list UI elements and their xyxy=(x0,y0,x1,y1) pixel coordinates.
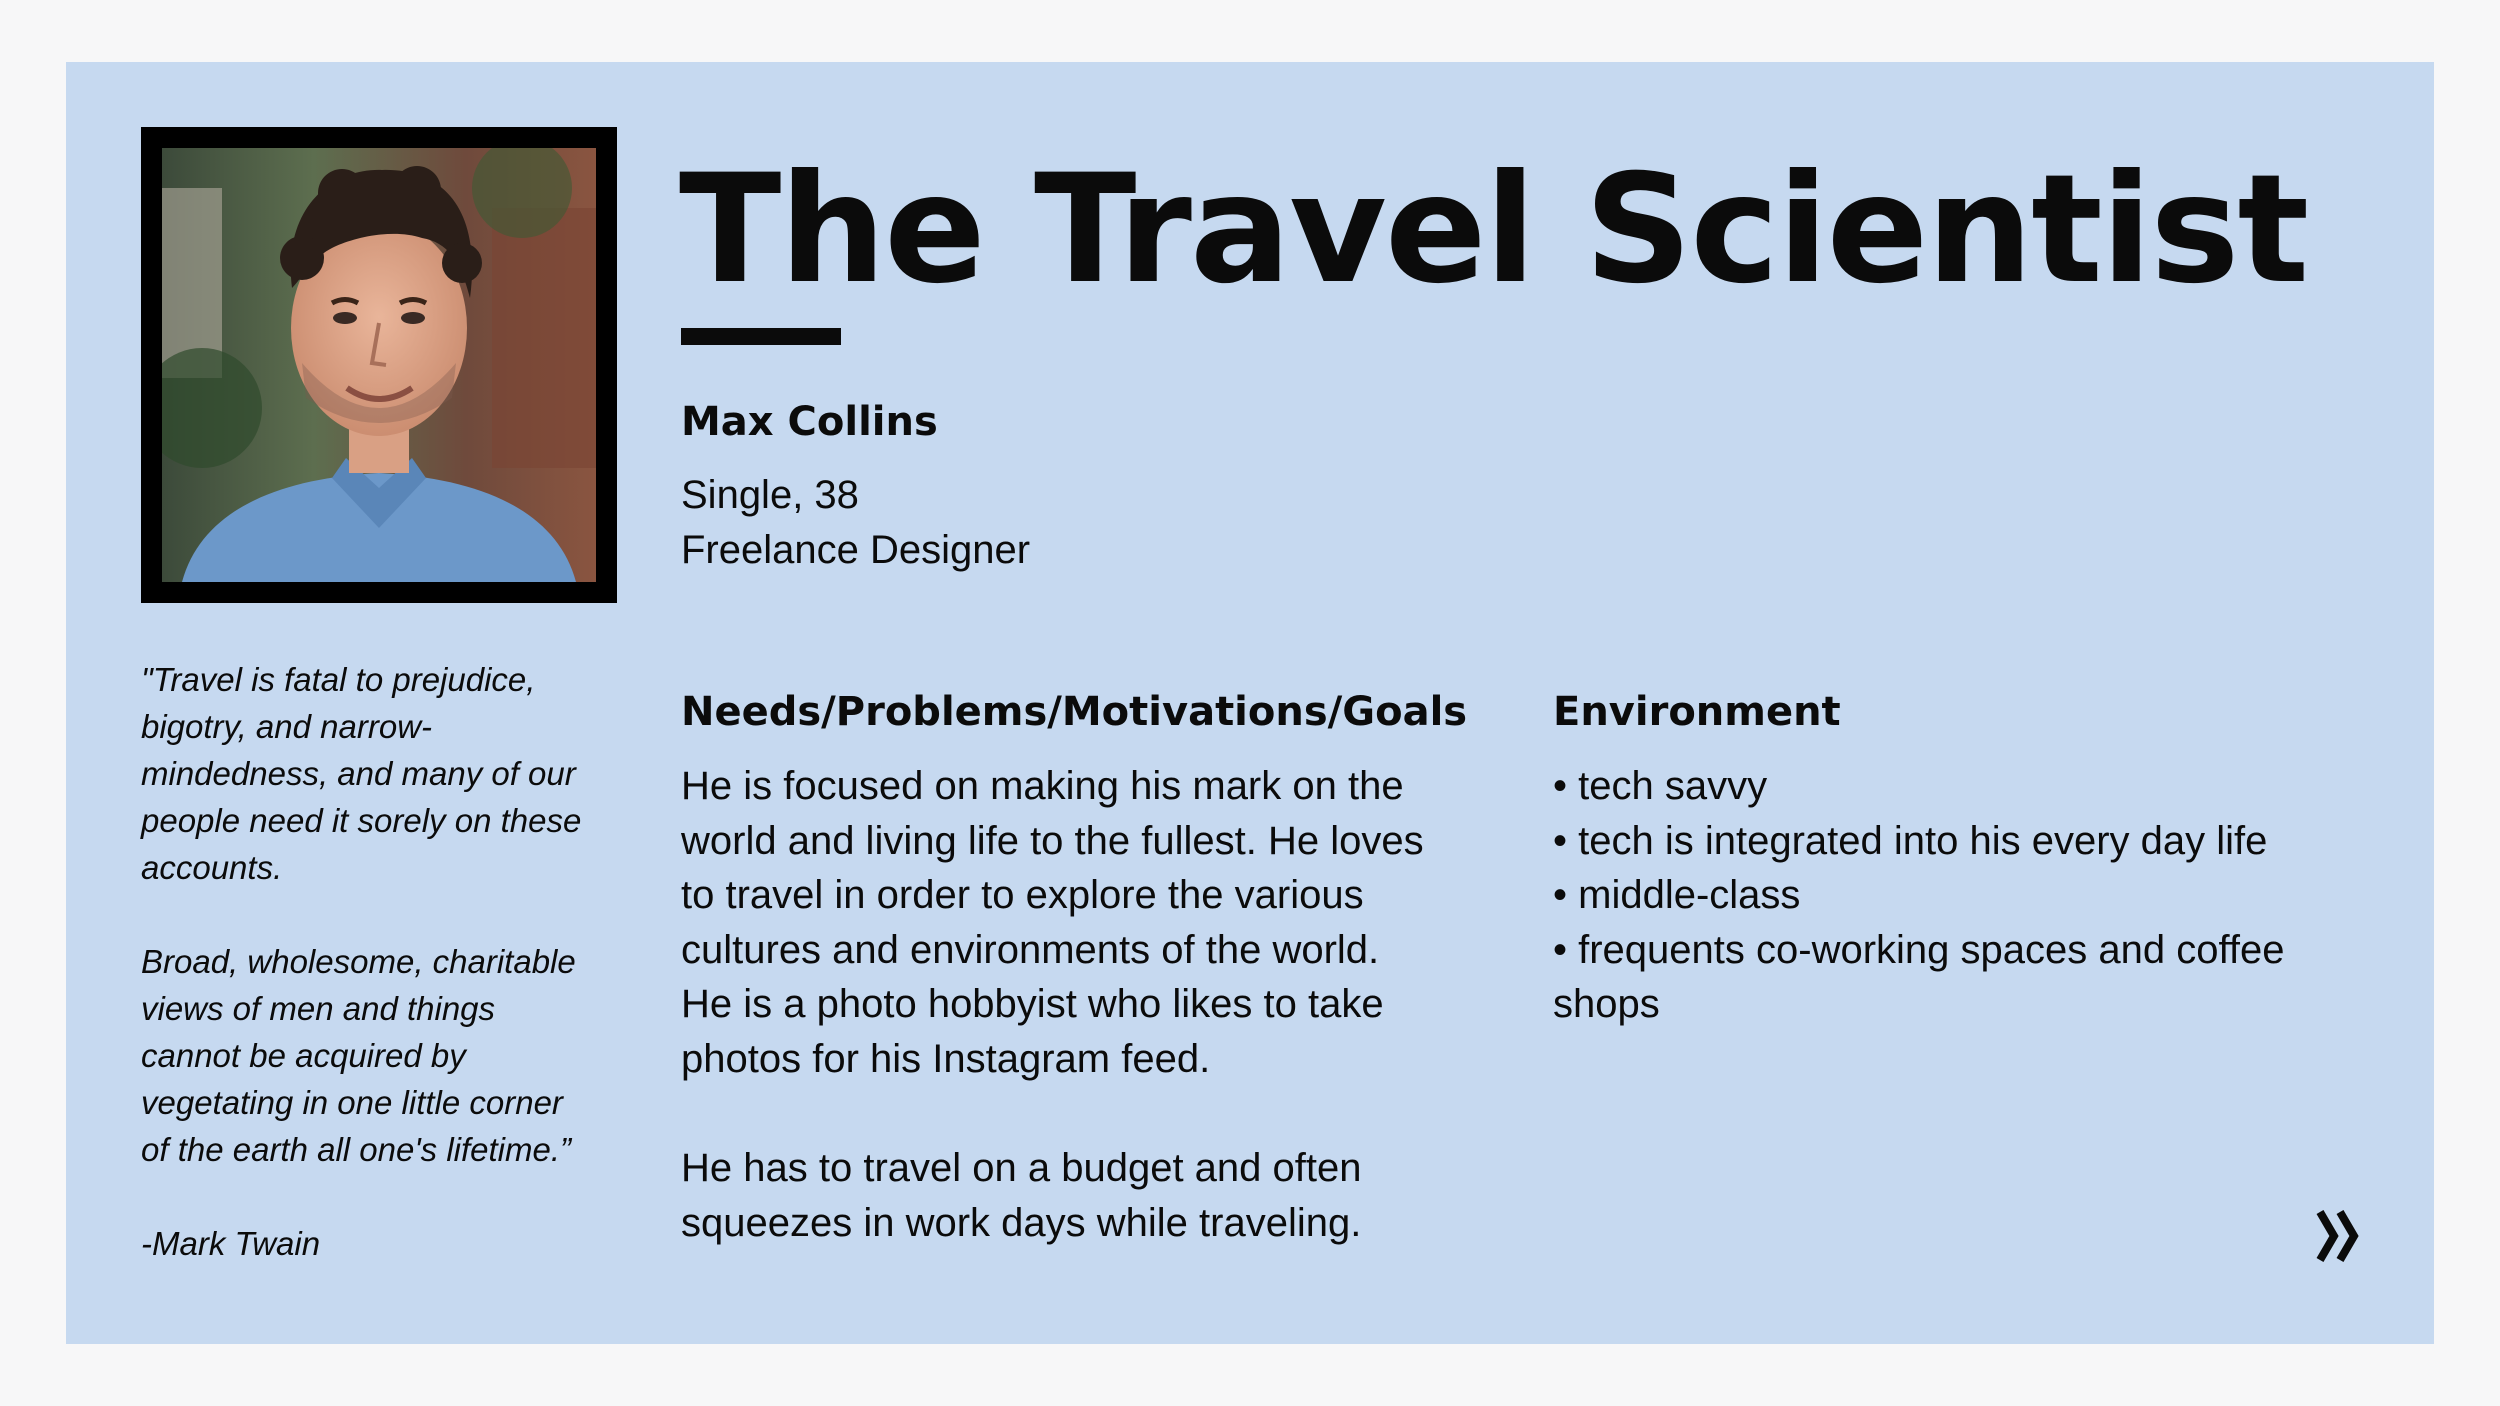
persona-name: Max Collins xyxy=(681,399,938,445)
needs-line: to travel in order to explore the various xyxy=(681,873,1364,918)
list-item: • tech is integrated into his every day life xyxy=(1553,818,2268,863)
quote-line: cannot be acquired by xyxy=(141,1037,466,1074)
environment-list xyxy=(1553,759,2333,1032)
needs-line: He has to travel on a budget and often xyxy=(681,1146,1362,1191)
list-item: • middle-class xyxy=(1553,873,1801,918)
needs-line: cultures and environments of the world. xyxy=(681,927,1380,972)
needs-line: He is focused on making his mark on the xyxy=(681,764,1404,808)
persona-relationship-age: Single, 38 xyxy=(681,473,859,517)
quote-line: "Travel is fatal to prejudice, xyxy=(141,661,536,698)
quote-line: views of men and things xyxy=(141,990,496,1027)
title-underline xyxy=(681,328,841,345)
quote-line: Broad, wholesome, charitable xyxy=(141,943,576,980)
double-chevron-right-glyph xyxy=(2316,1210,2364,1262)
portrait-illustration xyxy=(162,148,596,582)
portrait-photo xyxy=(141,127,617,603)
persona-title: The Travel Scientist xyxy=(679,143,2308,317)
persona-card xyxy=(66,62,2434,1344)
needs-line: world and living life to the fullest. He loves xyxy=(681,818,1424,863)
environment-heading: Environment xyxy=(1553,689,1841,735)
quote-line: mindedness, and many of our xyxy=(141,755,576,792)
list-item: • tech savvy xyxy=(1553,764,1768,808)
quote-line: of the earth all one's lifetime.” xyxy=(141,1131,572,1168)
needs-line: photos for his Instagram feed. xyxy=(681,1036,1211,1081)
quote-author: -Mark Twain xyxy=(141,1225,321,1262)
persona-occupation: Freelance Designer xyxy=(681,528,1031,572)
needs-line: He is a photo hobbyist who likes to take xyxy=(681,982,1384,1027)
needs-body xyxy=(681,759,1481,1250)
persona-details xyxy=(681,468,1030,578)
quote-line: people need it sorely on these xyxy=(141,802,582,839)
quote-line: bigotry, and narrow- xyxy=(141,708,433,745)
needs-heading: Needs/Problems/Motivations/Goals xyxy=(681,689,1468,735)
quote-line: vegetating in one little corner xyxy=(141,1084,563,1121)
quote-block xyxy=(141,656,661,1267)
list-item: shops xyxy=(1553,982,1660,1027)
paragraph-gap xyxy=(681,1087,1481,1142)
double-chevron-right-icon[interactable] xyxy=(2316,1210,2364,1262)
list-item: • frequents co-working spaces and coffee xyxy=(1553,927,2285,972)
paragraph-gap xyxy=(141,1173,661,1220)
needs-line: squeezes in work days while traveling. xyxy=(681,1200,1362,1245)
paragraph-gap xyxy=(141,891,661,938)
quote-line: accounts. xyxy=(141,849,283,886)
